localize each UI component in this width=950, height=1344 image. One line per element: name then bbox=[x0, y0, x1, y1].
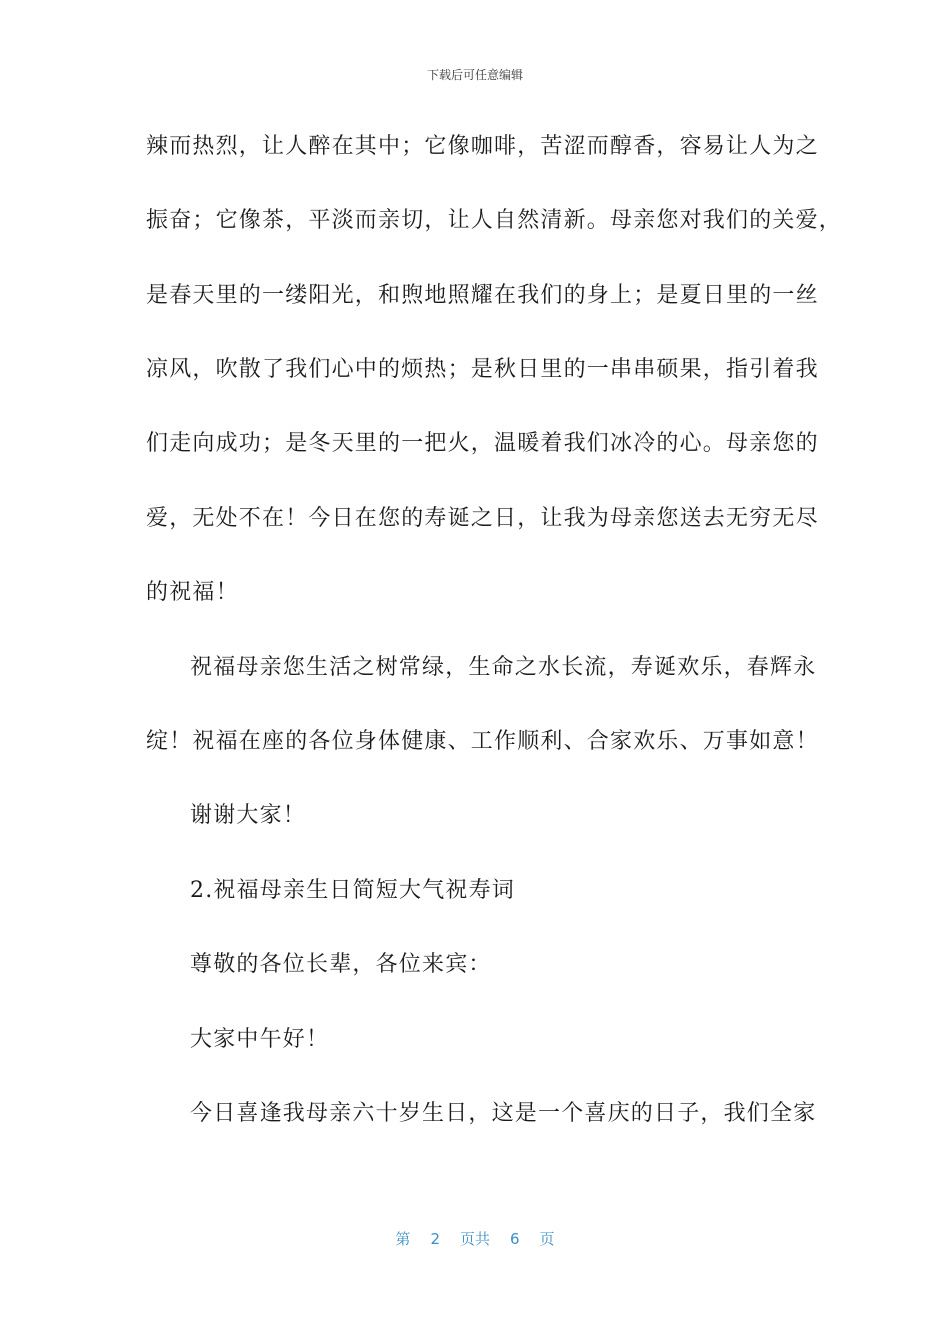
body-line-10: 谢谢大家！ bbox=[190, 803, 307, 828]
body-line-8: 祝福母亲您生活之树常绿，生命之水长流，寿诞欢乐，春辉永 bbox=[190, 655, 817, 680]
body-line-13: 大家中午好！ bbox=[190, 1027, 330, 1052]
footer-current-page: 2 bbox=[430, 1230, 440, 1248]
body-line-7: 的祝福！ bbox=[146, 580, 239, 605]
body-line-14: 今日喜逢我母亲六十岁生日，这是一个喜庆的日子，我们全家 bbox=[190, 1101, 817, 1126]
body-line-6: 爱，无处不在！今日在您的寿诞之日，让我为母亲您送去无穷无尽 bbox=[146, 506, 819, 531]
footer-suffix: 页 bbox=[539, 1230, 555, 1248]
page-header: 下载后可任意编辑 bbox=[426, 68, 523, 82]
body-line-4: 凉风，吹散了我们心中的烦热；是秋日里的一串串硕果，指引着我 bbox=[146, 357, 819, 382]
footer-total-pages: 6 bbox=[510, 1230, 520, 1248]
body-line-12: 尊敬的各位长辈，各位来宾： bbox=[190, 952, 492, 977]
footer-middle: 页共 bbox=[459, 1230, 490, 1248]
body-line-3: 是春天里的一缕阳光，和煦地照耀在我们的身上；是夏日里的一丝 bbox=[146, 283, 819, 308]
page-footer bbox=[0, 1228, 950, 1249]
footer-prefix: 第 bbox=[395, 1230, 411, 1248]
body-line-1: 辣而热烈，让人醉在其中；它像咖啡，苦涩而醇香，容易让人为之 bbox=[146, 134, 819, 159]
body-line-5: 们走向成功；是冬天里的一把火，温暖着我们冰冷的心。母亲您的 bbox=[146, 431, 819, 456]
body-line-2: 振奋；它像茶，平淡而亲切，让人自然清新。母亲您对我们的关爱， bbox=[146, 208, 843, 233]
section-heading: 2.祝福母亲生日简短大气祝寿词 bbox=[190, 878, 515, 903]
body-line-9: 绽！祝福在座的各位身体健康、工作顺利、合家欢乐、万事如意！ bbox=[146, 729, 819, 754]
